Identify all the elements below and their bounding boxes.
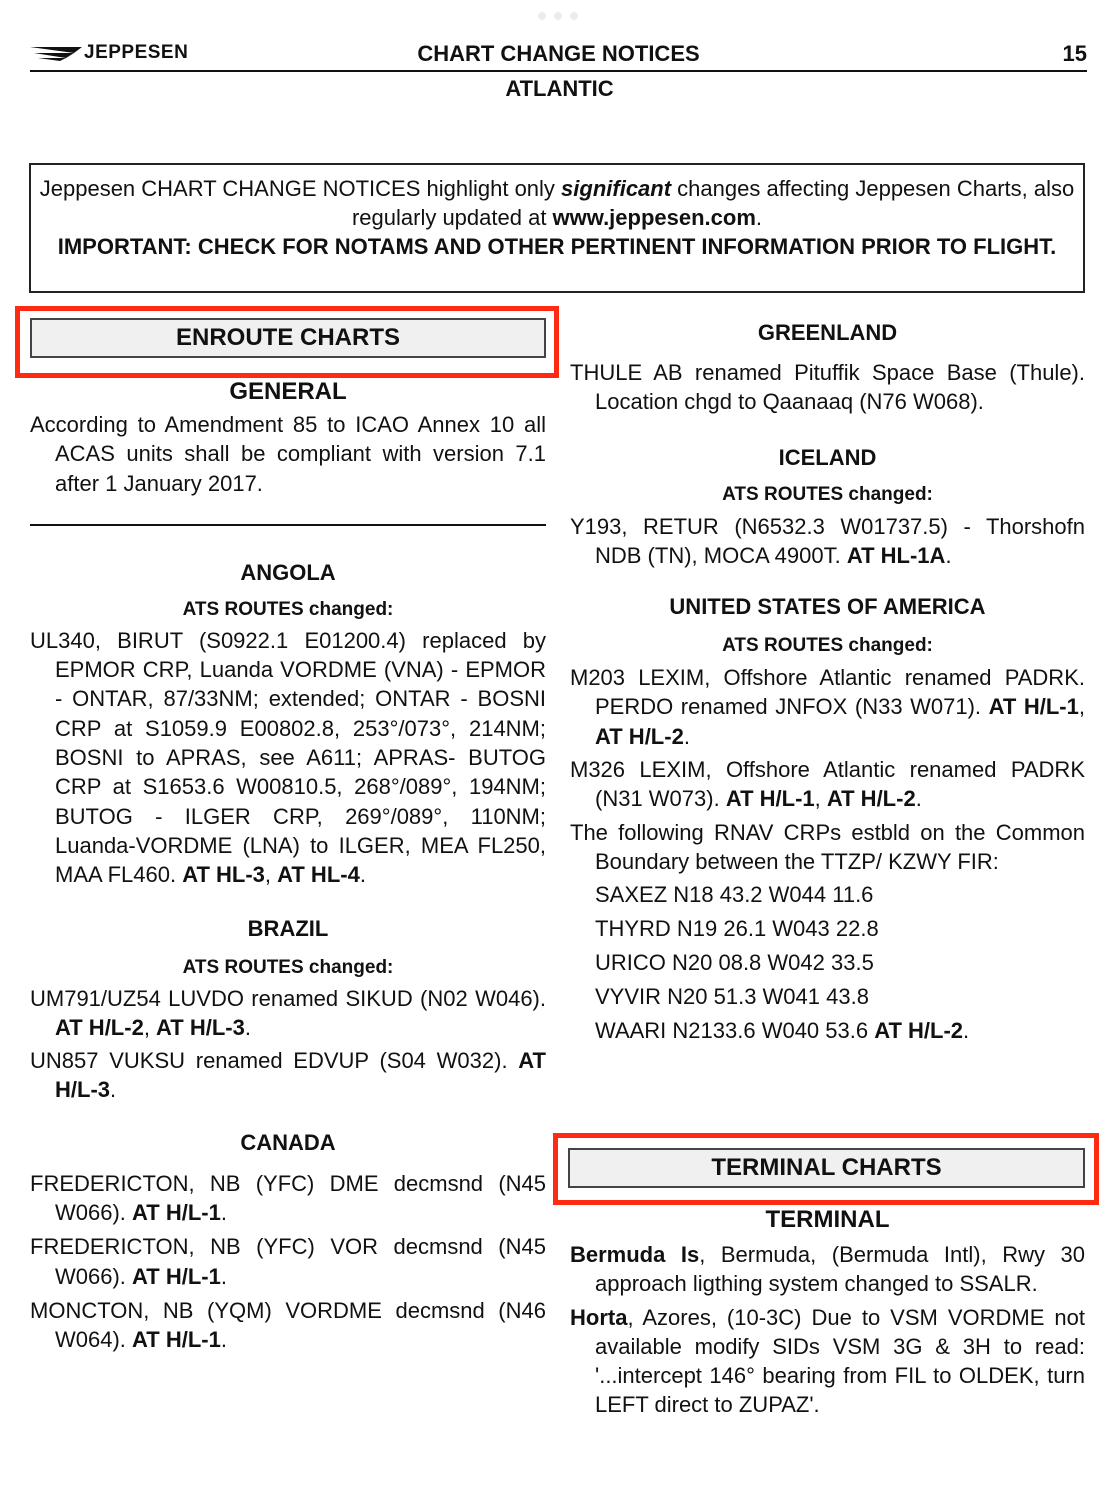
usa-entry-2-text: M326 LEXIM, Offshore Atlantic renamed PADRK (N31 W073). xyxy=(570,757,1085,812)
canada-entry-2-ref: AT H/L-1 xyxy=(132,1263,221,1289)
iceland-heading: ICELAND xyxy=(778,444,877,470)
usa-heading: UNITED STATES OF AMERICA xyxy=(669,594,986,620)
terminal-entry-2-place: Horta xyxy=(570,1304,628,1330)
rnav-point-text: WAARI N2133.6 W040 53.6 xyxy=(595,1018,875,1044)
angola-ref-1: AT HL-3 xyxy=(182,862,265,888)
usa-entry-3: The following RNAV CRPs estbld on the Common Boundary between the TTZP/ KZWY FIR: xyxy=(570,819,1085,874)
usa-entry-1: M203 LEXIM, Offshore Atlantic renamed PADRK. PERDO renamed JNFOX (N33 W071). AT H/L-1, AT H/L-2. xyxy=(570,665,1085,749)
rnav-point: VYVIR N20 51.3 W041 43.8 xyxy=(595,984,869,1010)
enroute-highlight-frame xyxy=(15,306,559,378)
terminal-entry-1-place: Bermuda Is xyxy=(570,1242,700,1267)
rnav-point-last: WAARI N2133.6 W040 53.6 AT H/L-2. xyxy=(595,1018,970,1044)
section-divider xyxy=(30,524,546,526)
enroute-charts-title: ENROUTE CHARTS xyxy=(30,318,546,358)
right-column xyxy=(570,320,1085,1048)
usa-subheading: ATS ROUTES changed: xyxy=(722,635,933,657)
angola-ref-2: AT HL-4 xyxy=(277,862,360,888)
terminal-entry-1 xyxy=(570,1240,1085,1299)
page-indicator-dots xyxy=(538,12,578,20)
general-text: According to Amendment 85 to ICAO Annex 10 all ACAS units shall be compliant with version 7.1 after 1 January 2017. xyxy=(30,412,546,496)
brazil-subheading: ATS ROUTES changed: xyxy=(182,956,394,978)
brazil-entry-2: UN857 VUKSU renamed EDVUP (S04 W032). AT H/L-3. xyxy=(30,1048,546,1103)
iceland-subheading: ATS ROUTES changed: xyxy=(722,483,933,505)
page-header xyxy=(30,40,1087,72)
rnav-point-ref: AT H/L-2 xyxy=(874,1018,964,1044)
usa-entry-1-ref-2: AT H/L-2 xyxy=(595,723,684,749)
canada-entry-2-text: FREDERICTON, NB (YFC) VOR decmsnd (N45 W066). xyxy=(30,1234,546,1289)
logo-text: JEPPESEN xyxy=(84,42,189,63)
notice-text-1: Jeppesen CHART CHANGE NOTICES highlight only xyxy=(39,176,562,201)
region-subtitle: ATLANTIC xyxy=(505,76,614,101)
iceland-entry-text: Y193, RETUR (N6532.3 W01737.5) - Thorshofn NDB (TN), MOCA 4900T. xyxy=(570,513,1085,568)
canada-entry-3-ref: AT H/L-1 xyxy=(132,1327,221,1353)
notice-important: IMPORTANT: CHECK FOR NOTAMS AND OTHER PERTINENT INFORMATION PRIOR TO FLIGHT. xyxy=(57,234,1057,259)
usa-entry-1-text: M203 LEXIM, Offshore Atlantic renamed PADRK. PERDO renamed JNFOX (N33 W071). xyxy=(570,665,1085,720)
notice-box xyxy=(29,163,1085,293)
brazil-entry-2-text: UN857 VUKSU renamed EDVUP (S04 W032). xyxy=(30,1048,519,1074)
canada-entry-1-text: FREDERICTON, NB (YFC) DME decmsnd (N45 W066). xyxy=(30,1170,546,1226)
page-title: CHART CHANGE NOTICES xyxy=(417,41,700,66)
usa-entry-2-ref-2: AT H/L-2 xyxy=(826,786,916,812)
notice-emphasis: significant xyxy=(561,176,672,201)
usa-entry-2-ref-1: AT H/L-1 xyxy=(725,786,815,812)
terminal-entry-2 xyxy=(570,1303,1085,1420)
notice-text-3: . xyxy=(755,205,763,230)
angola-heading: ANGOLA xyxy=(240,559,336,585)
brazil-entry-2-ref: AT H/L-3 xyxy=(55,1048,546,1103)
canada-heading: CANADA xyxy=(240,1129,336,1155)
left-column xyxy=(30,308,546,1355)
iceland-ref: AT HL-1A xyxy=(846,542,946,568)
greenland-entry: THULE AB renamed Pituffik Space Base (Thule). Location chgd to Qaanaaq (N76 W068). xyxy=(570,360,1085,415)
terminal-highlight-frame xyxy=(553,1133,1099,1205)
general-heading: GENERAL xyxy=(229,378,347,405)
angola-subheading: ATS ROUTES changed: xyxy=(182,598,394,620)
brazil-entry-1-text: UM791/UZ54 LUVDO renamed SIKUD (N02 W046). xyxy=(30,985,546,1011)
terminal-charts-title: TERMINAL CHARTS xyxy=(568,1148,1085,1188)
notice-url-link[interactable]: www.jeppesen.com xyxy=(552,205,756,230)
canada-entry-3-text: MONCTON, NB (YQM) VORDME decmsnd (N46 W064). xyxy=(30,1297,546,1353)
terminal-entry-1-text: , Bermuda, (Bermuda Intl), Rwy 30 approach ligthing system changed to SSALR. xyxy=(595,1242,1085,1297)
brazil-entry-1: UM791/UZ54 LUVDO renamed SIKUD (N02 W046). AT H/L-2, AT H/L-3. xyxy=(30,985,546,1040)
iceland-entry: Y193, RETUR (N6532.3 W01737.5) - Thorshofn NDB (TN), MOCA 4900T. AT HL-1A. xyxy=(570,513,1085,568)
canada-entry-2: FREDERICTON, NB (YFC) VOR decmsnd (N45 W066). AT H/L-1. xyxy=(30,1234,546,1289)
brazil-entry-1-ref-2: AT H/L-3 xyxy=(156,1014,245,1040)
rnav-point: THYRD N19 26.1 W043 22.8 xyxy=(595,916,879,942)
terminal-heading: TERMINAL xyxy=(765,1206,890,1233)
angola-entry: UL340, BIRUT (S0922.1 E01200.4) replaced by EPMOR CRP, Luanda VORDME (VNA) - EPMOR - ONTAR, 87/33NM; extended; ONTAR - BOSNI CRP at S1059.9 E00802.8, 253°/073°, 214NM; BOSNI to APRAS, see A611; APRAS- BUTOG CRP at S1653.6 W00810.5, 268°/089°, 194NM; BUTOG - ILGER CRP, 269°/089°, 110NM; Luanda-VORDME (LNA) to ILGER, MEA FL250, MAA FL460. AT HL-3, AT HL-4. xyxy=(30,627,546,888)
canada-entry-1: FREDERICTON, NB (YFC) DME decmsnd (N45 W066). AT H/L-1. xyxy=(30,1170,546,1226)
rnav-point: SAXEZ N18 43.2 W044 11.6 xyxy=(595,882,874,908)
usa-entry-1-ref-1: AT H/L-1 xyxy=(988,694,1079,720)
canada-entry-3: MONCTON, NB (YQM) VORDME decmsnd (N46 W064). AT H/L-1. xyxy=(30,1297,546,1353)
brazil-entry-1-ref-1: AT H/L-2 xyxy=(55,1014,144,1040)
usa-entry-2: M326 LEXIM, Offshore Atlantic renamed PADRK (N31 W073). AT H/L-1, AT H/L-2. xyxy=(570,757,1085,812)
terminal-entry-2-text: , Azores, (10-3C) Due to VSM VORDME not available modify SIDs VSM 3G & 3H to read: '...intercept 146° bearing from FIL to OLDEK, turn LEFT direct to ZUPAZ'. xyxy=(595,1304,1085,1418)
rnav-point: URICO N20 08.8 W042 33.5 xyxy=(595,950,874,976)
notice-text-2: changes affecting Jeppesen Charts, also regularly updated at xyxy=(351,176,1075,230)
greenland-heading: GREENLAND xyxy=(757,320,898,345)
page-number: 15 xyxy=(1062,41,1087,66)
angola-entry-text: UL340, BIRUT (S0922.1 E01200.4) replaced by EPMOR CRP, Luanda VORDME (VNA) - EPMOR - ONTAR, 87/33NM; extended; ONTAR - BOSNI CRP at S1059.9 E00802.8, 253°/073°, 214NM; BOSNI to APRAS, see A611; APRAS- BUTOG CRP at S1653.6 W00810.5, 268°/089°, 194NM; BUTOG - ILGER CRP, 269°/089°, 110NM; Luanda-VORDME (LNA) to ILGER, MEA FL250, MAA FL460. xyxy=(30,627,546,888)
brazil-heading: BRAZIL xyxy=(247,915,329,941)
canada-entry-1-ref: AT H/L-1 xyxy=(132,1200,221,1226)
